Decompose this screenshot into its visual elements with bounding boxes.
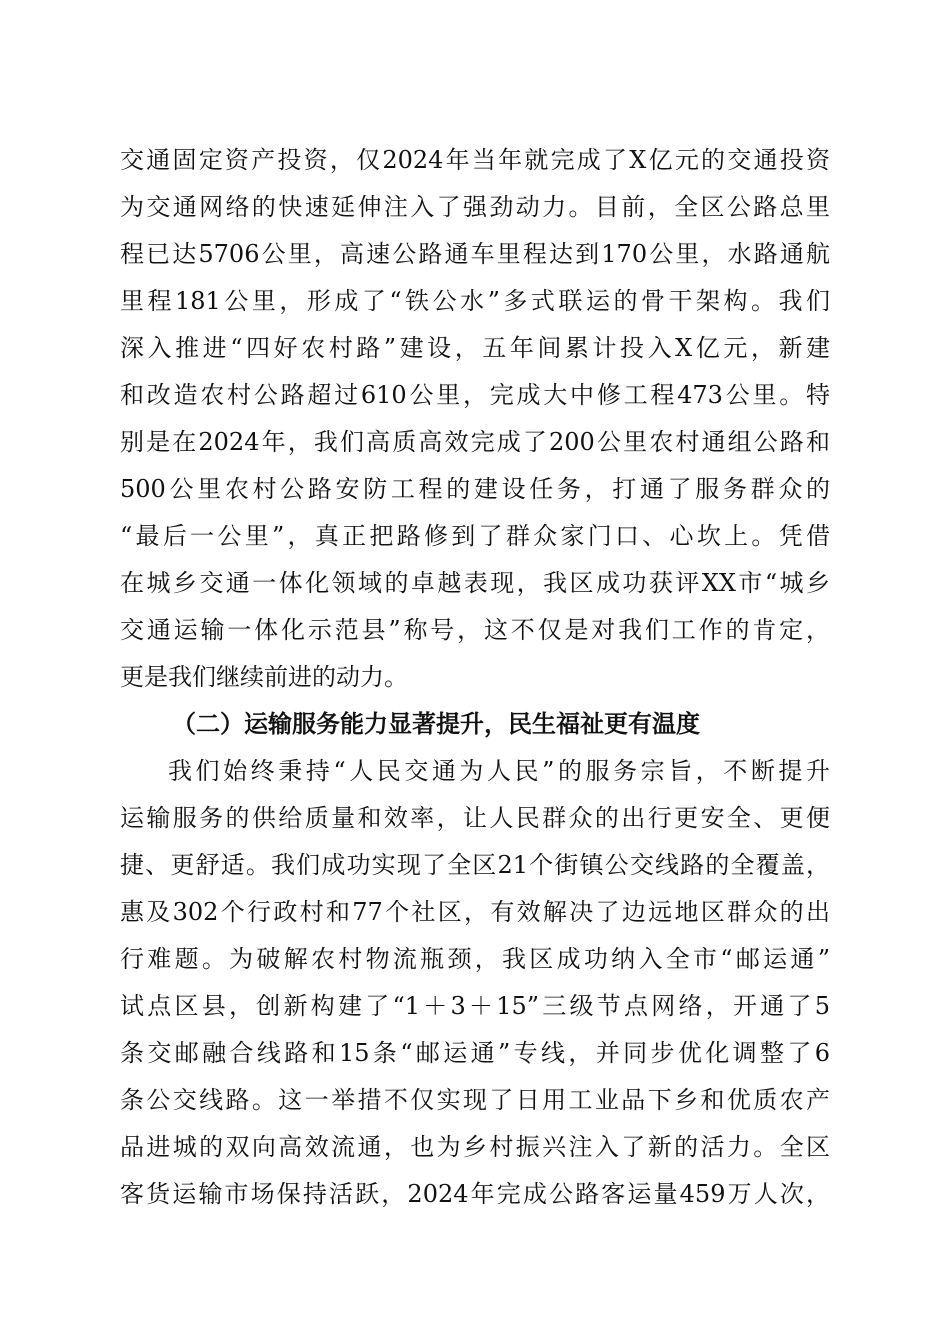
- text-line: 别是在2024年，我们高质高效完成了200公里农村通组公路和: [120, 428, 830, 456]
- text-line: 我们始终秉持“人民交通为人民”的服务宗旨，不断提升: [168, 757, 830, 785]
- text-line: “最后一公里”，真正把路修到了群众家门口、心坎上。凭借: [120, 522, 830, 550]
- text-line: 里程181公里，形成了“铁公水”多式联运的骨干架构。我们: [120, 287, 830, 315]
- text-line: 客货运输市场保持活跃，2024年完成公路客运量459万人次，: [120, 1180, 830, 1208]
- text-line: 运输服务的供给质量和效率，让人民群众的出行更安全、更便: [120, 804, 830, 832]
- text-line: 和改造农村公路超过610公里，完成大中修工程473公里。特: [120, 381, 830, 409]
- text-line: 行难题。为破解农村物流瓶颈，我区成功纳入全市“邮运通”: [120, 945, 830, 973]
- text-line: 程已达5706公里，高速公路通车里程达到170公里，水路通航: [120, 240, 830, 268]
- text-line: 500公里农村公路安防工程的建设任务，打通了服务群众的: [120, 475, 830, 503]
- text-line: 条交邮融合线路和15条“邮运通”专线，并同步优化调整了6: [120, 1039, 830, 1067]
- text-line: 在城乡交通一体化领域的卓越表现，我区成功获评XX市“城乡: [120, 569, 830, 597]
- text-line: 深入推进“四好农村路”建设，五年间累计投入X亿元，新建: [120, 334, 830, 362]
- text-line: 品进城的双向高效流通，也为乡村振兴注入了新的活力。全区: [120, 1133, 830, 1161]
- text-line: 惠及302个行政村和77个社区，有效解决了边远地区群众的出: [120, 898, 830, 926]
- text-line: 更是我们继续前进的动力。: [120, 663, 408, 691]
- section-heading: （二）运输服务能力显著提升，民生福祉更有温度: [172, 709, 700, 738]
- text-line: 条公交线路。这一举措不仅实现了日用工业品下乡和优质农产: [120, 1086, 830, 1114]
- text-line: 交通固定资产投资，仅2024年当年就完成了X亿元的交通投资: [120, 146, 830, 174]
- text-line: 捷、更舒适。我们成功实现了全区21个街镇公交线路的全覆盖，: [120, 851, 830, 879]
- text-line: 试点区县，创新构建了“1＋3＋15”三级节点网络，开通了5: [120, 992, 830, 1020]
- text-line: 交通运输一体化示范县”称号，这不仅是对我们工作的肯定，: [120, 616, 830, 644]
- text-line: 为交通网络的快速延伸注入了强劲动力。目前，全区公路总里: [120, 193, 830, 221]
